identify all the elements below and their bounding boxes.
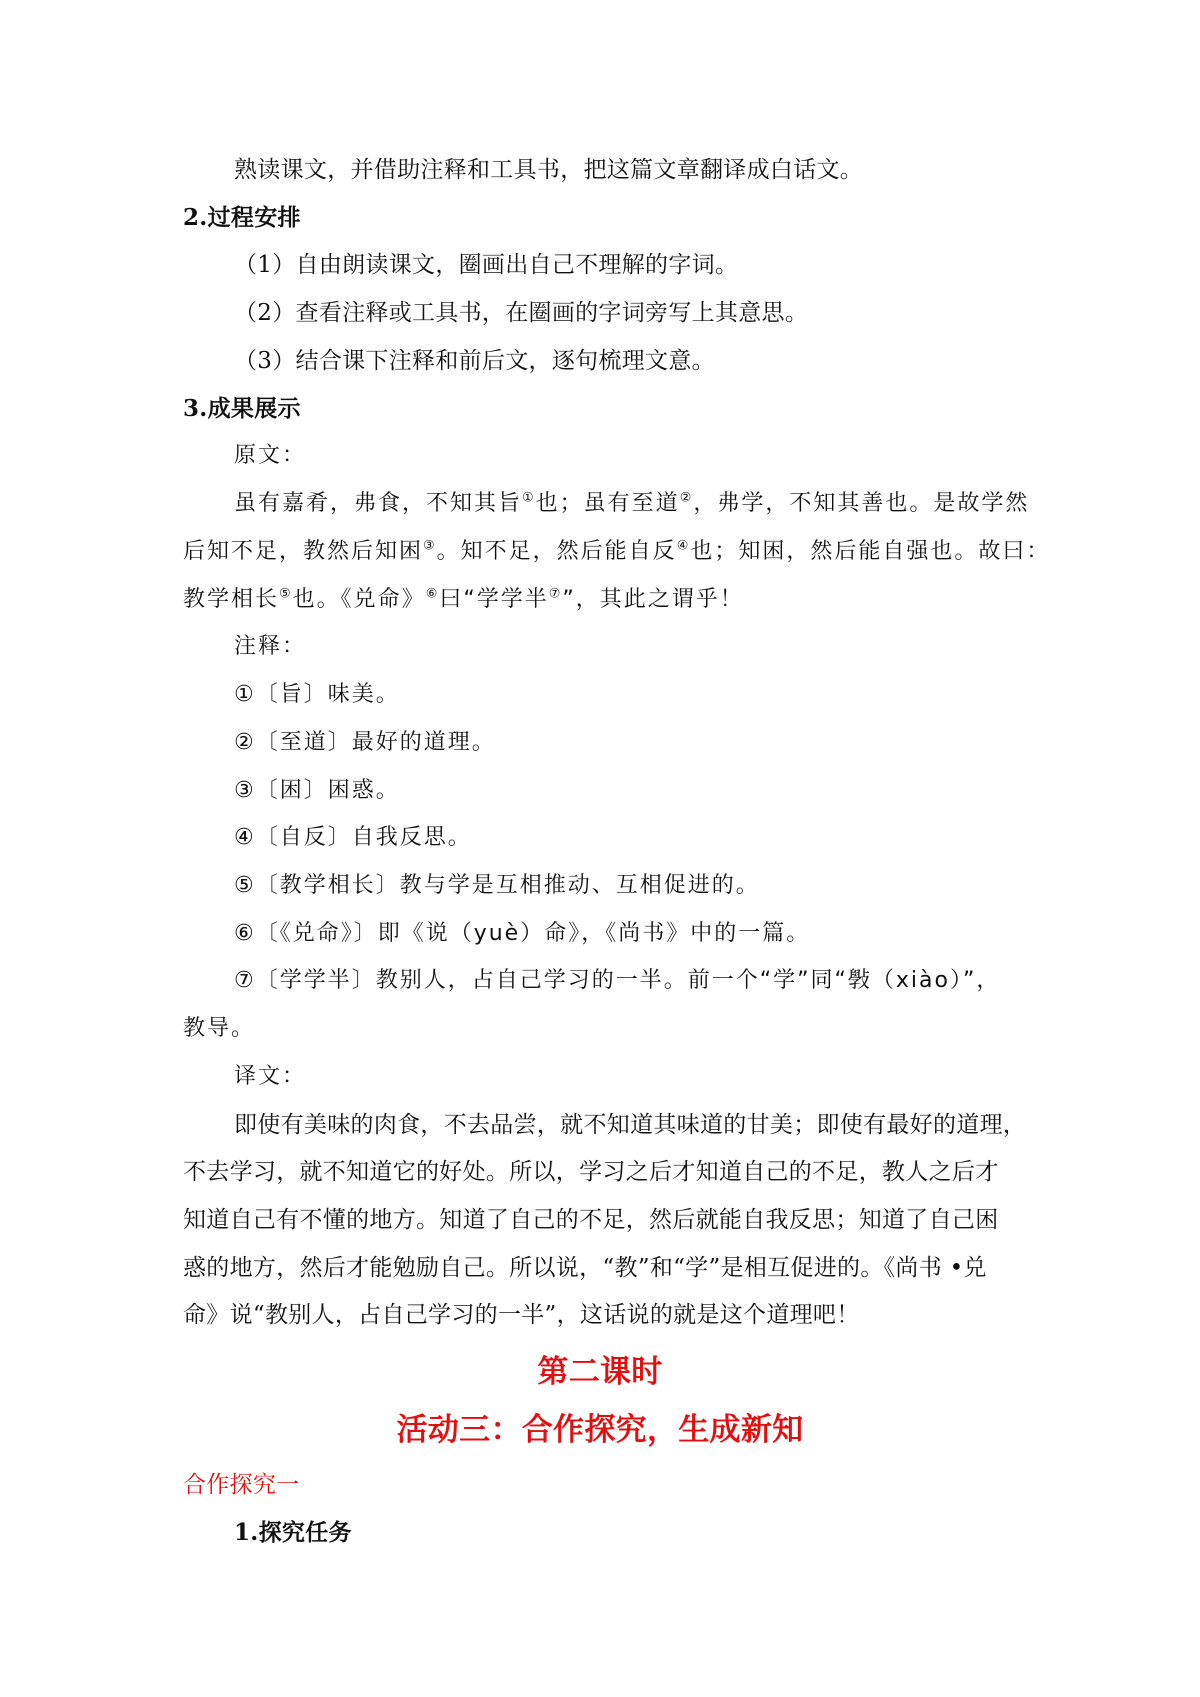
original-text-line-1: 虽有嘉肴，弗食，不知其旨①也；虽有至道②，弗学，不知其善也。是故学然 [234,490,1030,516]
process-step-2: （2）查看注释或工具书，在圈画的字词旁写上其意思。 [234,300,809,326]
footnote-mark: ④ [676,538,691,554]
translation-line: 惑的地方，然后才能勉励自己。所以说，“教”和“学”是相互促进的。《尚书 •兑 [183,1255,987,1281]
footnote-mark: ③ [423,538,437,554]
process-heading: 2.过程安排 [183,204,301,231]
process-step-3: （3）结合课下注释和前后文，逐句梳理文意。 [234,348,715,374]
footnote-mark: ① [522,490,536,506]
translation-line: 即使有美味的肉食，不去品尝，就不知道其味道的甘美；即使有最好的道理， [234,1112,1027,1138]
original-text-line-2: 后知不足，教然后知困③。知不足，然后能自反④也；知困，然后能自强也。故曰： [183,538,1051,564]
activity-title: 活动三：合作探究，生成新知 [396,1412,804,1448]
original-text-line-3: 教学相长⑤也。《兑命》⑥曰“学学半⑦”，其此之谓乎！ [183,586,744,612]
translation-line: 命》说“教别人，占自己学习的一半”，这话说的就是这个道理吧！ [183,1302,860,1328]
translation-line: 知道自己有不懂的地方。知道了自己的不足，然后就能自我反思；知道了自己困 [183,1207,999,1233]
footnote-mark: ⑥ [425,586,440,602]
translation-label: 译文： [234,1064,307,1089]
footnote-mark: ② [679,490,694,506]
process-step-1: （1）自由朗读课文，圈画出自己不理解的字词。 [234,252,739,278]
note-item: ②〔至道〕最好的道理。 [234,730,496,755]
footnote-mark: ⑦ [548,586,563,602]
original-label: 原文： [234,443,307,468]
footnote-mark: ⑤ [279,586,293,602]
note-item-7: ⑦〔学学半〕教别人，占自己学习的一半。前一个“学”同“斅（xiào）”， [234,968,1001,993]
notes-label: 注释： [234,634,307,659]
note-item: ①〔旨〕味美。 [234,682,400,707]
note-item: ④〔自反〕自我反思。 [234,825,472,850]
task-paragraph: 熟读课文，并借助注释和工具书，把这篇文章翻译成白话文。 [234,157,864,183]
note-item: ⑥〔《兑命》〕即《说（yuè）命》，《尚书》中的一篇。 [234,921,811,946]
note-item: ③〔困〕困惑。 [234,778,400,803]
note-item: ⑤〔教学相长〕教与学是互相推动、互相促进的。 [234,873,760,898]
lesson-title: 第二课时 [537,1354,663,1390]
results-heading: 3.成果展示 [183,395,301,422]
subsection-heading: 合作探究一 [183,1472,300,1498]
translation-line: 不去学习，就不知道它的好处。所以，学习之后才知道自己的不足，教人之后才 [183,1159,999,1185]
note-item-7-cont: 教导。 [183,1016,256,1041]
task-heading: 1.探究任务 [234,1519,352,1546]
